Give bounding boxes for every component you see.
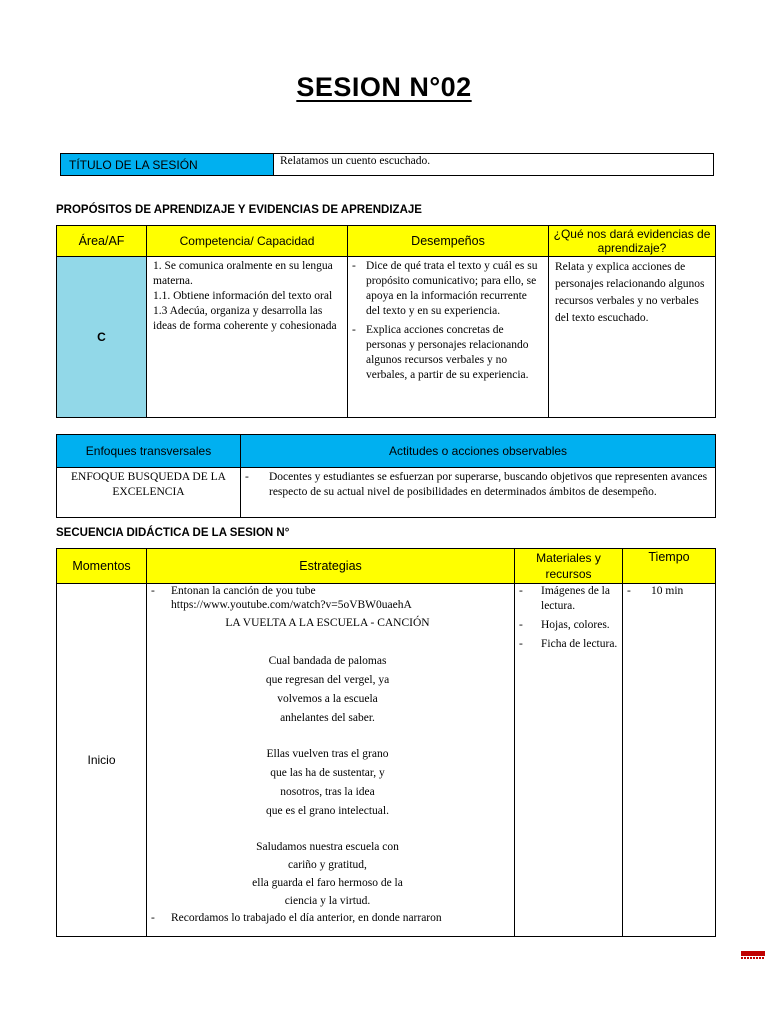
desempenos-cell — [348, 257, 549, 418]
purposes-table — [56, 225, 716, 418]
verse: ciencia y la virtud. — [284, 895, 371, 907]
verse: Cual bandada de palomas — [268, 655, 387, 667]
verse: que es el grano intelectual. — [266, 805, 389, 817]
material-item: - Imágenes de la lectura. — [515, 584, 618, 614]
song-title: LA VUELTA A LA ESCUELA - CANCIÓN — [225, 617, 430, 629]
header-competencia: Competencia/ Capacidad — [147, 226, 348, 257]
header-area: Área/AF — [57, 226, 147, 257]
verse: anhelantes del saber. — [280, 712, 375, 724]
actitudes-value: - Docentes y estudiantes se esfuerzan por superarse, buscando objetivos que representen avances respecto de su actual nivel de posibilidades en determinados ámbitos de desempeño. — [241, 470, 709, 500]
session-title-table — [60, 153, 714, 176]
enfoque-value: ENFOQUE BUSQUEDA DE LA EXCELENCIA — [57, 468, 241, 518]
material-item: - Ficha de lectura. — [515, 637, 618, 652]
tiempo-cell — [623, 584, 716, 937]
page-title: SESION N°02 — [296, 72, 472, 102]
competencia-line: 1. Se comunica oralmente en su lengua materna. — [153, 260, 333, 287]
header-evidencias: ¿Qué nos dará evidencias de aprendizaje? — [549, 226, 716, 257]
header-estrategias: Estrategias — [147, 549, 515, 584]
verse: que regresan del vergel, ya — [265, 674, 390, 686]
session-title-value: Relatamos un cuento escuchado. — [274, 154, 714, 176]
actitudes-cell — [241, 468, 716, 518]
verse: Saludamos nuestra escuela con — [256, 841, 399, 853]
tiempo-value: - 10 min — [623, 584, 715, 599]
verse: cariño y gratitud, — [288, 859, 367, 871]
session-title-label: TÍTULO DE LA SESIÓN — [61, 154, 274, 176]
enfoques-table — [56, 434, 716, 518]
competencia-line: 1.1. Obtiene información del texto oral — [153, 290, 333, 302]
verse: volvemos a la escuela — [277, 693, 378, 705]
competencia-line: 1.3 Adecúa, organiza y desarrolla las ideas de forma coherente y cohesionada — [153, 305, 337, 332]
purposes-heading: PROPÓSITOS DE APRENDIZAJE Y EVIDENCIAS DE APRENDIZAJE — [56, 204, 422, 216]
header-momentos: Momentos — [57, 549, 147, 584]
header-desempenos: Desempeños — [348, 226, 549, 257]
materiales-cell — [515, 584, 623, 937]
area-value: C — [57, 257, 147, 418]
secuencia-table — [56, 548, 716, 937]
stanza-2 — [147, 745, 508, 821]
stanza-3 — [147, 838, 508, 910]
stanza-1 — [147, 652, 508, 728]
estrategias-cell — [147, 584, 515, 937]
desempeno-item: - Explica acciones concretas de personas y personajes relacionando algunos recursos verbales y no verbales, a partir de su experiencia. — [348, 323, 542, 383]
evidencias-value: Relata y explica acciones de personajes relacionando algunos recursos verbales y no verbales del texto escuchado. — [549, 257, 716, 418]
verse: que las ha de sustentar, y — [270, 767, 385, 779]
youtube-link[interactable]: https://www.youtube.com/watch?v=5oVBW0uaehA — [171, 599, 412, 611]
header-tiempo: Tiempo — [623, 549, 716, 584]
header-enfoques: Enfoques transversales — [57, 435, 241, 468]
verse: nosotros, tras la idea — [280, 786, 375, 798]
header-actitudes: Actitudes o acciones observables — [241, 435, 716, 468]
estrategia-item — [147, 584, 508, 612]
estrategia-intro: - Entonan la canción de you tube — [171, 585, 316, 597]
material-item: - Hojas, colores. — [515, 618, 618, 633]
verse: ella guarda el faro hermoso de la — [252, 877, 403, 889]
momento-value: Inicio — [57, 584, 147, 937]
competencia-cell — [147, 257, 348, 418]
secuencia-heading: SECUENCIA DIDÁCTICA DE LA SESION N° — [56, 527, 290, 539]
decorative-mark-stripe — [741, 957, 765, 959]
desempeno-item: - Dice de qué trata el texto y cuál es su propósito comunicativo; para ello, se apoya en la información recurrente del texto y en su experiencia. — [348, 259, 542, 319]
decorative-mark — [741, 951, 765, 956]
verse: Ellas vuelven tras el grano — [266, 748, 389, 760]
estrategia-last: - Recordamos lo trabajado el día anterior, en donde narraron — [147, 911, 508, 926]
header-materiales: Materiales y recursos — [515, 549, 623, 584]
